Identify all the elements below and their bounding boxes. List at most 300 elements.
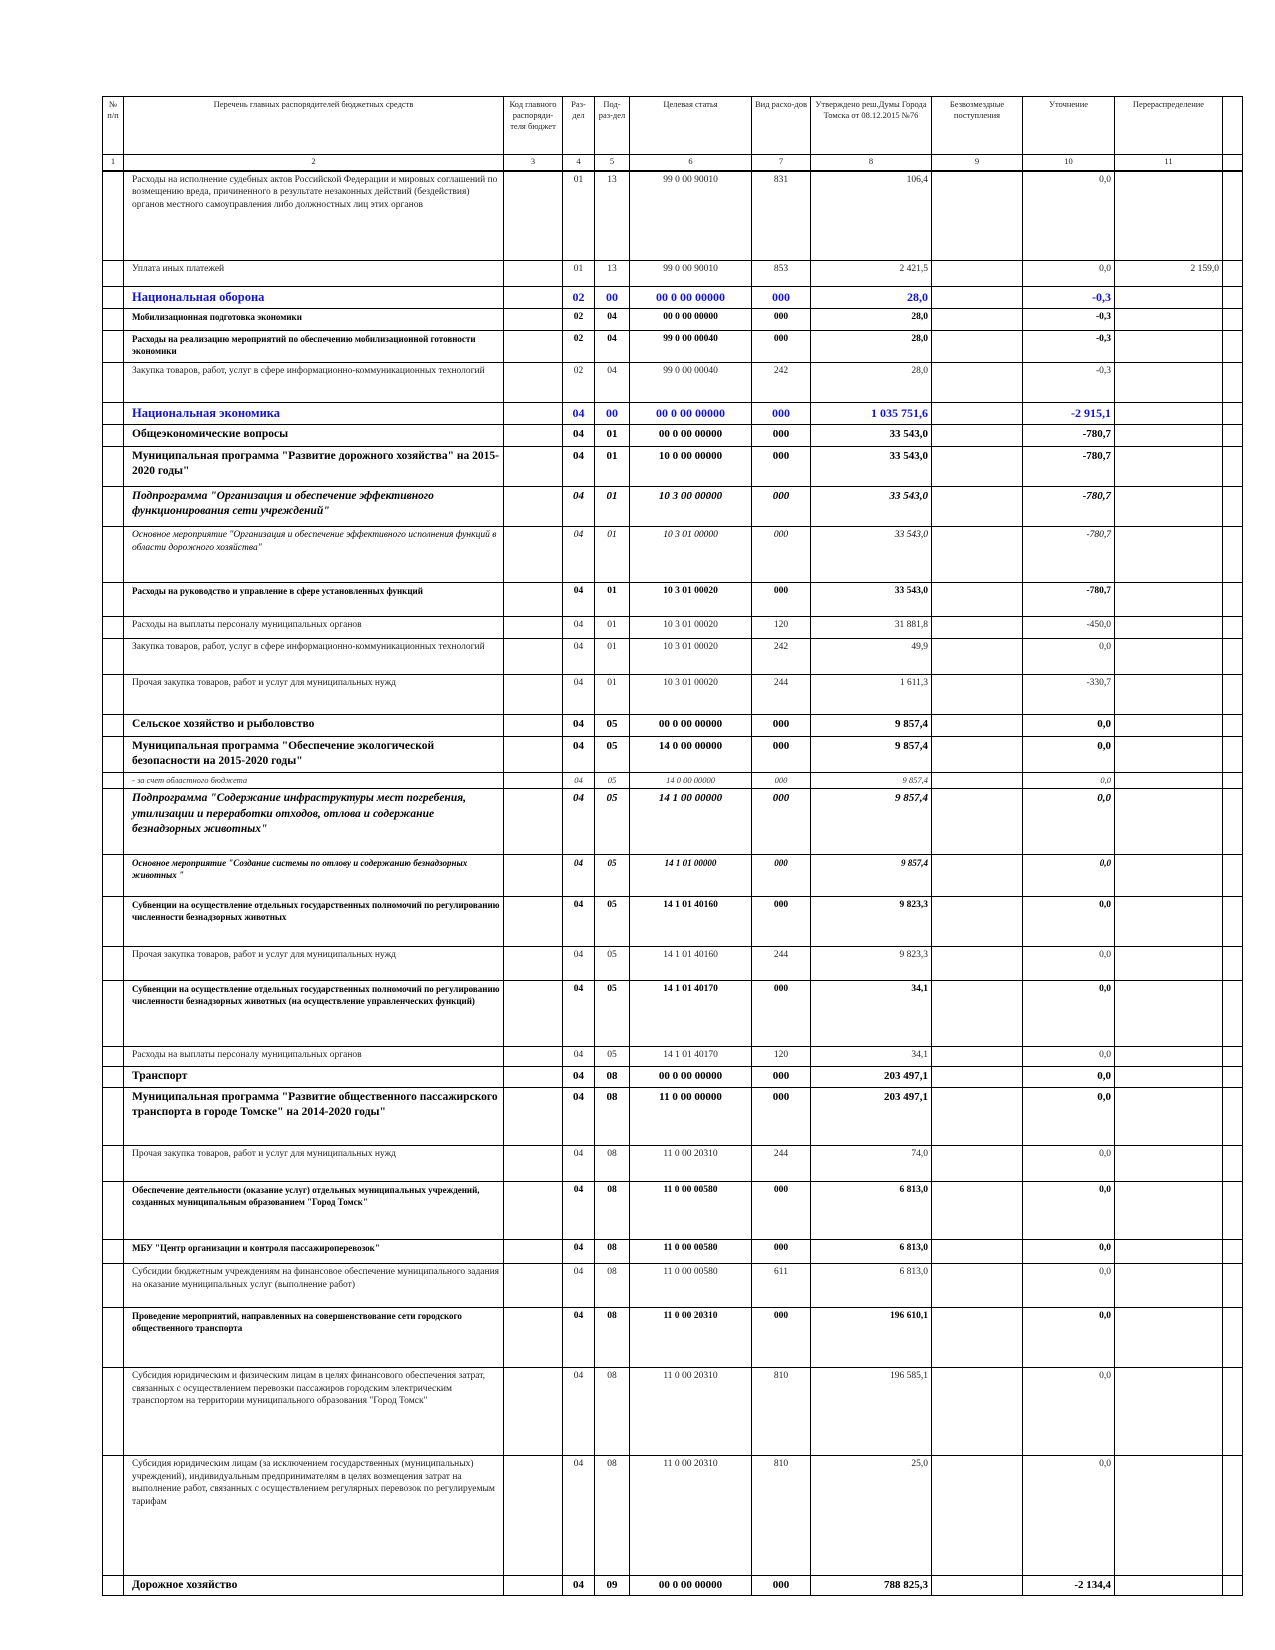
cell-podrazdel: 08 [595,1087,630,1145]
cell-podrazdel: 08 [595,1145,630,1181]
table-row [103,330,1243,362]
cell-code [504,772,563,788]
cell-razdel: 02 [563,330,595,362]
cell-name: Прочая закупка товаров, работ и услуг для муниципальных нужд [124,1145,504,1181]
cell-podrazdel: 08 [595,1367,630,1455]
header-cell-extra [1223,97,1243,155]
cell-code [504,1575,563,1596]
cell-utoch: -780,7 [1023,526,1115,582]
cell-statya: 11 0 00 20310 [630,1455,752,1575]
table-row [103,736,1243,772]
cell-code [504,1455,563,1575]
cell-bezv [932,897,1023,947]
cell-extra [1223,1455,1243,1575]
cell-extra [1223,789,1243,855]
cell-statya: 10 3 01 00000 [630,526,752,582]
cell-statya: 14 1 01 40160 [630,947,752,981]
header-cell-bezv: Безвозмездные поступления [932,97,1023,155]
cell-razdel: 04 [563,897,595,947]
cell-utv: 31 881,8 [811,616,932,638]
cell-perer [1115,526,1223,582]
cell-utv: 33 543,0 [811,424,932,446]
cell-podrazdel: 05 [595,981,630,1047]
cell-vid: 000 [752,855,811,897]
cell-vid: 000 [752,789,811,855]
cell-razdel: 04 [563,1455,595,1575]
header-cell-podrazdel: Под-раз-дел [595,97,630,155]
cell-vid: 244 [752,947,811,981]
cell-name: Подпрограмма "Организация и обеспечение эффективного функционирования сети учреждений" [124,486,504,526]
cell-utoch: -780,7 [1023,446,1115,486]
cell-code [504,736,563,772]
table-row [103,638,1243,674]
colnum-12 [1223,155,1243,171]
cell-bezv [932,362,1023,402]
cell-name: - за счет областного бюджета [124,772,504,788]
cell-vid: 000 [752,1307,811,1367]
cell-utv: 6 813,0 [811,1181,932,1239]
cell-utoch: -2 134,4 [1023,1575,1115,1596]
cell-razdel: 04 [563,714,595,736]
cell-razdel: 02 [563,287,595,309]
cell-num [103,330,124,362]
cell-num [103,526,124,582]
cell-podrazdel: 01 [595,526,630,582]
cell-bezv [932,1087,1023,1145]
cell-utoch: 0,0 [1023,1239,1115,1263]
cell-name: Субсидии бюджетным учреждениям на финансовое обеспечение муниципального задания на оказание муниципальных услуг (выполнение работ) [124,1263,504,1307]
cell-extra [1223,1263,1243,1307]
cell-razdel: 04 [563,446,595,486]
cell-extra [1223,1087,1243,1145]
cell-statya: 00 0 00 00000 [630,714,752,736]
colnum-1: 1 [103,155,124,171]
cell-bezv [932,855,1023,897]
cell-code [504,287,563,309]
cell-name: Расходы на руководство и управление в сфере установленных функций [124,582,504,616]
cell-name: Проведение мероприятий, направленных на совершенствование сети городского общественного транспорта [124,1307,504,1367]
cell-razdel: 04 [563,1067,595,1088]
cell-razdel: 04 [563,424,595,446]
cell-statya: 14 1 01 40170 [630,1047,752,1067]
cell-podrazdel: 05 [595,789,630,855]
cell-vid: 000 [752,1575,811,1596]
cell-code [504,1087,563,1145]
cell-perer [1115,1239,1223,1263]
cell-extra [1223,1307,1243,1367]
cell-razdel: 02 [563,308,595,330]
cell-razdel: 04 [563,1239,595,1263]
table-row [103,308,1243,330]
cell-num [103,287,124,309]
cell-podrazdel: 05 [595,897,630,947]
cell-perer [1115,1367,1223,1455]
cell-razdel: 04 [563,772,595,788]
cell-code [504,362,563,402]
cell-num [103,1239,124,1263]
cell-statya: 00 0 00 00000 [630,424,752,446]
cell-perer: 2 159,0 [1115,261,1223,287]
cell-podrazdel: 01 [595,616,630,638]
colnum-9: 9 [932,155,1023,171]
cell-razdel: 04 [563,736,595,772]
cell-perer [1115,402,1223,424]
cell-razdel: 04 [563,402,595,424]
cell-code [504,981,563,1047]
cell-extra [1223,287,1243,309]
cell-name: Сельское хозяйство и рыболовство [124,714,504,736]
cell-vid: 853 [752,261,811,287]
cell-statya: 14 0 00 00000 [630,736,752,772]
cell-podrazdel: 01 [595,638,630,674]
cell-code [504,714,563,736]
cell-utv: 6 813,0 [811,1239,932,1263]
cell-podrazdel: 05 [595,855,630,897]
cell-num [103,736,124,772]
cell-podrazdel: 01 [595,674,630,714]
cell-extra [1223,638,1243,674]
cell-name: Общеэкономические вопросы [124,424,504,446]
cell-bezv [932,947,1023,981]
cell-vid: 000 [752,582,811,616]
cell-code [504,308,563,330]
cell-utoch: -0,3 [1023,287,1115,309]
cell-statya: 14 1 01 40170 [630,981,752,1047]
cell-bezv [932,638,1023,674]
cell-vid: 000 [752,330,811,362]
cell-code [504,616,563,638]
cell-bezv [932,772,1023,788]
cell-podrazdel: 01 [595,424,630,446]
header-cell-perer: Перераспределение [1115,97,1223,155]
cell-utv: 1 611,3 [811,674,932,714]
cell-statya: 10 3 01 00020 [630,674,752,714]
table-row [103,1263,1243,1307]
cell-vid: 000 [752,897,811,947]
cell-vid: 242 [752,362,811,402]
cell-name: Субвенции на осуществление отдельных государственных полномочий по регулированию численности безнадзорных животных (на осуществление управленческих функций) [124,981,504,1047]
cell-name: Муниципальная программа "Развитие общественного пассажирского транспорта в городе Томске" на 2014-2020 годы" [124,1087,504,1145]
cell-num [103,638,124,674]
header-row [103,97,1243,155]
cell-bezv [932,287,1023,309]
table-row [103,1367,1243,1455]
cell-bezv [932,330,1023,362]
header-cell-statya: Целевая статья [630,97,752,155]
cell-extra [1223,308,1243,330]
cell-utv: 9 857,4 [811,855,932,897]
cell-num [103,947,124,981]
cell-num [103,1367,124,1455]
cell-name: Прочая закупка товаров, работ и услуг для муниципальных нужд [124,947,504,981]
cell-extra [1223,1067,1243,1088]
cell-name: Субвенции на осуществление отдельных государственных полномочий по регулированию численности безнадзорных животных [124,897,504,947]
cell-statya: 14 0 00 00000 [630,772,752,788]
cell-num [103,855,124,897]
cell-num [103,424,124,446]
cell-utoch: -780,7 [1023,582,1115,616]
budget-table [102,96,1243,1596]
cell-vid: 000 [752,446,811,486]
cell-razdel: 04 [563,855,595,897]
table-row [103,674,1243,714]
cell-name: Закупка товаров, работ, услуг в сфере информационно-коммуникационных технологий [124,638,504,674]
table-row [103,897,1243,947]
table-row [103,486,1243,526]
cell-num [103,789,124,855]
cell-podrazdel: 08 [595,1307,630,1367]
cell-extra [1223,526,1243,582]
header-cell-name: Перечень главных распорядителей бюджетных средств [124,97,504,155]
cell-statya: 11 0 00 00580 [630,1263,752,1307]
cell-code [504,1239,563,1263]
colnum-6: 6 [630,155,752,171]
cell-razdel: 04 [563,638,595,674]
table-row [103,1087,1243,1145]
cell-extra [1223,947,1243,981]
cell-podrazdel: 01 [595,486,630,526]
cell-num [103,772,124,788]
cell-utv: 1 035 751,6 [811,402,932,424]
cell-num [103,674,124,714]
cell-vid: 000 [752,981,811,1047]
cell-utv: 25,0 [811,1455,932,1575]
cell-bezv [932,674,1023,714]
cell-utoch: 0,0 [1023,1067,1115,1088]
cell-code [504,582,563,616]
cell-utoch: 0,0 [1023,1145,1115,1181]
header-cell-num: № п/п [103,97,124,155]
cell-extra [1223,362,1243,402]
cell-bezv [932,1307,1023,1367]
table-row [103,1239,1243,1263]
cell-statya: 11 0 00 20310 [630,1145,752,1181]
cell-utoch: 0,0 [1023,1047,1115,1067]
cell-utv: 9 857,4 [811,736,932,772]
table-row [103,616,1243,638]
cell-num [103,1047,124,1067]
cell-extra [1223,981,1243,1047]
cell-podrazdel: 09 [595,1575,630,1596]
table-row [103,362,1243,402]
budget-table-body [103,171,1243,1596]
cell-name: Подпрограмма "Содержание инфраструктуры мест погребения, утилизации и переработки отходов, отлова и содержание безнадзорных животных" [124,789,504,855]
cell-utoch: 0,0 [1023,981,1115,1047]
cell-perer [1115,446,1223,486]
cell-perer [1115,1263,1223,1307]
cell-num [103,1181,124,1239]
cell-perer [1115,171,1223,261]
cell-statya: 10 3 01 00020 [630,582,752,616]
cell-podrazdel: 08 [595,1239,630,1263]
cell-statya: 99 0 00 00040 [630,362,752,402]
cell-razdel: 02 [563,362,595,402]
cell-extra [1223,1367,1243,1455]
cell-code [504,947,563,981]
cell-code [504,1307,563,1367]
cell-name: Расходы на выплаты персоналу муниципальных органов [124,616,504,638]
cell-bezv [932,402,1023,424]
cell-podrazdel: 13 [595,171,630,261]
cell-utoch: 0,0 [1023,789,1115,855]
cell-podrazdel: 04 [595,362,630,402]
table-row [103,526,1243,582]
cell-extra [1223,674,1243,714]
cell-code [504,1181,563,1239]
cell-vid: 831 [752,171,811,261]
cell-perer [1115,674,1223,714]
cell-podrazdel: 01 [595,582,630,616]
cell-statya: 11 0 00 00580 [630,1181,752,1239]
cell-podrazdel: 04 [595,330,630,362]
cell-name: Обеспечение деятельности (оказание услуг) отдельных муниципальных учреждений, созданных муниципальным образованием "Город Томск" [124,1181,504,1239]
cell-name: Национальная оборона [124,287,504,309]
colnum-8: 8 [811,155,932,171]
cell-utoch: 0,0 [1023,1307,1115,1367]
cell-utv: 33 543,0 [811,486,932,526]
cell-utv: 74,0 [811,1145,932,1181]
table-row [103,1067,1243,1088]
cell-extra [1223,402,1243,424]
colnum-4: 4 [563,155,595,171]
cell-bezv [932,1145,1023,1181]
cell-extra [1223,446,1243,486]
cell-name: Прочая закупка товаров, работ и услуг для муниципальных нужд [124,674,504,714]
colnum-3: 3 [504,155,563,171]
cell-perer [1115,855,1223,897]
cell-perer [1115,1181,1223,1239]
cell-vid: 000 [752,308,811,330]
cell-bezv [932,714,1023,736]
colnum-10: 10 [1023,155,1115,171]
table-row [103,582,1243,616]
cell-podrazdel: 04 [595,308,630,330]
cell-name: Субсидия юридическим и физическим лицам в целях финансового обеспечения затрат, связанных с осуществлением перевозки пассажиров городским электрическим транспортом на территории муниципального образования "Город Томск" [124,1367,504,1455]
cell-perer [1115,424,1223,446]
cell-perer [1115,1067,1223,1088]
cell-bezv [932,446,1023,486]
cell-statya: 10 3 01 00020 [630,616,752,638]
cell-utv: 788 825,3 [811,1575,932,1596]
cell-bezv [932,424,1023,446]
table-row [103,1181,1243,1239]
cell-statya: 10 3 01 00020 [630,638,752,674]
cell-num [103,171,124,261]
cell-statya: 10 0 00 00000 [630,446,752,486]
cell-bezv [932,582,1023,616]
cell-statya: 99 0 00 90010 [630,261,752,287]
cell-perer [1115,736,1223,772]
cell-perer [1115,1307,1223,1367]
cell-name: Субсидия юридическим лицам (за исключением государственных (муниципальных) учреждений), индивидуальным предпринимателям в целях возмещения затрат на выполнение работ, связанных с осуществлением регулярных перевозок по регулируемым тарифам [124,1455,504,1575]
cell-perer [1115,1455,1223,1575]
cell-utv: 203 497,1 [811,1067,932,1088]
cell-vid: 000 [752,526,811,582]
cell-bezv [932,789,1023,855]
cell-extra [1223,171,1243,261]
cell-podrazdel: 01 [595,446,630,486]
cell-utv: 33 543,0 [811,582,932,616]
cell-utv: 28,0 [811,362,932,402]
cell-utv: 9 857,4 [811,789,932,855]
cell-name: Дорожное хозяйство [124,1575,504,1596]
cell-utoch: -450,0 [1023,616,1115,638]
cell-utoch: 0,0 [1023,897,1115,947]
column-number-row [103,155,1243,171]
cell-podrazdel: 05 [595,772,630,788]
cell-statya: 11 0 00 00580 [630,1239,752,1263]
cell-code [504,1047,563,1067]
cell-vid: 000 [752,287,811,309]
cell-extra [1223,897,1243,947]
cell-num [103,1455,124,1575]
cell-statya: 00 0 00 00000 [630,308,752,330]
cell-code [504,897,563,947]
cell-bezv [932,1181,1023,1239]
cell-extra [1223,772,1243,788]
cell-statya: 14 1 01 00000 [630,855,752,897]
colnum-11: 11 [1115,155,1223,171]
cell-vid: 000 [752,1067,811,1088]
cell-perer [1115,638,1223,674]
cell-bezv [932,308,1023,330]
table-row [103,446,1243,486]
cell-podrazdel: 05 [595,1047,630,1067]
cell-statya: 00 0 00 00000 [630,402,752,424]
cell-bezv [932,261,1023,287]
cell-name: Муниципальная программа "Обеспечение экологической безопасности на 2015-2020 годы" [124,736,504,772]
cell-utv: 9 857,4 [811,714,932,736]
cell-vid: 120 [752,1047,811,1067]
cell-perer [1115,772,1223,788]
cell-utv: 33 543,0 [811,446,932,486]
cell-podrazdel: 08 [595,1067,630,1088]
cell-utoch: 0,0 [1023,736,1115,772]
cell-name: Основное мероприятие "Организация и обеспечение эффективного исполнения функций в области дорожного хозяйства" [124,526,504,582]
cell-extra [1223,1145,1243,1181]
cell-statya: 11 0 00 20310 [630,1367,752,1455]
cell-vid: 000 [752,424,811,446]
header-cell-utv: Утверждено реш.Думы Города Томска от 08.12.2015 №76 [811,97,932,155]
cell-statya: 00 0 00 00000 [630,1067,752,1088]
cell-razdel: 04 [563,1181,595,1239]
cell-razdel: 04 [563,1047,595,1067]
cell-vid: 000 [752,402,811,424]
table-row [103,714,1243,736]
cell-num [103,1263,124,1307]
cell-podrazdel: 13 [595,261,630,287]
cell-perer [1115,1145,1223,1181]
cell-num [103,981,124,1047]
table-row [103,1455,1243,1575]
cell-statya: 10 3 00 00000 [630,486,752,526]
cell-utv: 196 585,1 [811,1367,932,1455]
table-row [103,1307,1243,1367]
cell-vid: 000 [752,736,811,772]
cell-utoch: 0,0 [1023,171,1115,261]
cell-razdel: 04 [563,1367,595,1455]
cell-utv: 49,9 [811,638,932,674]
cell-utv: 196 610,1 [811,1307,932,1367]
cell-bezv [932,526,1023,582]
budget-sheet [102,96,1243,1596]
cell-code [504,1263,563,1307]
table-row [103,772,1243,788]
cell-utv: 9 857,4 [811,772,932,788]
cell-code [504,855,563,897]
cell-perer [1115,981,1223,1047]
cell-vid: 000 [752,772,811,788]
